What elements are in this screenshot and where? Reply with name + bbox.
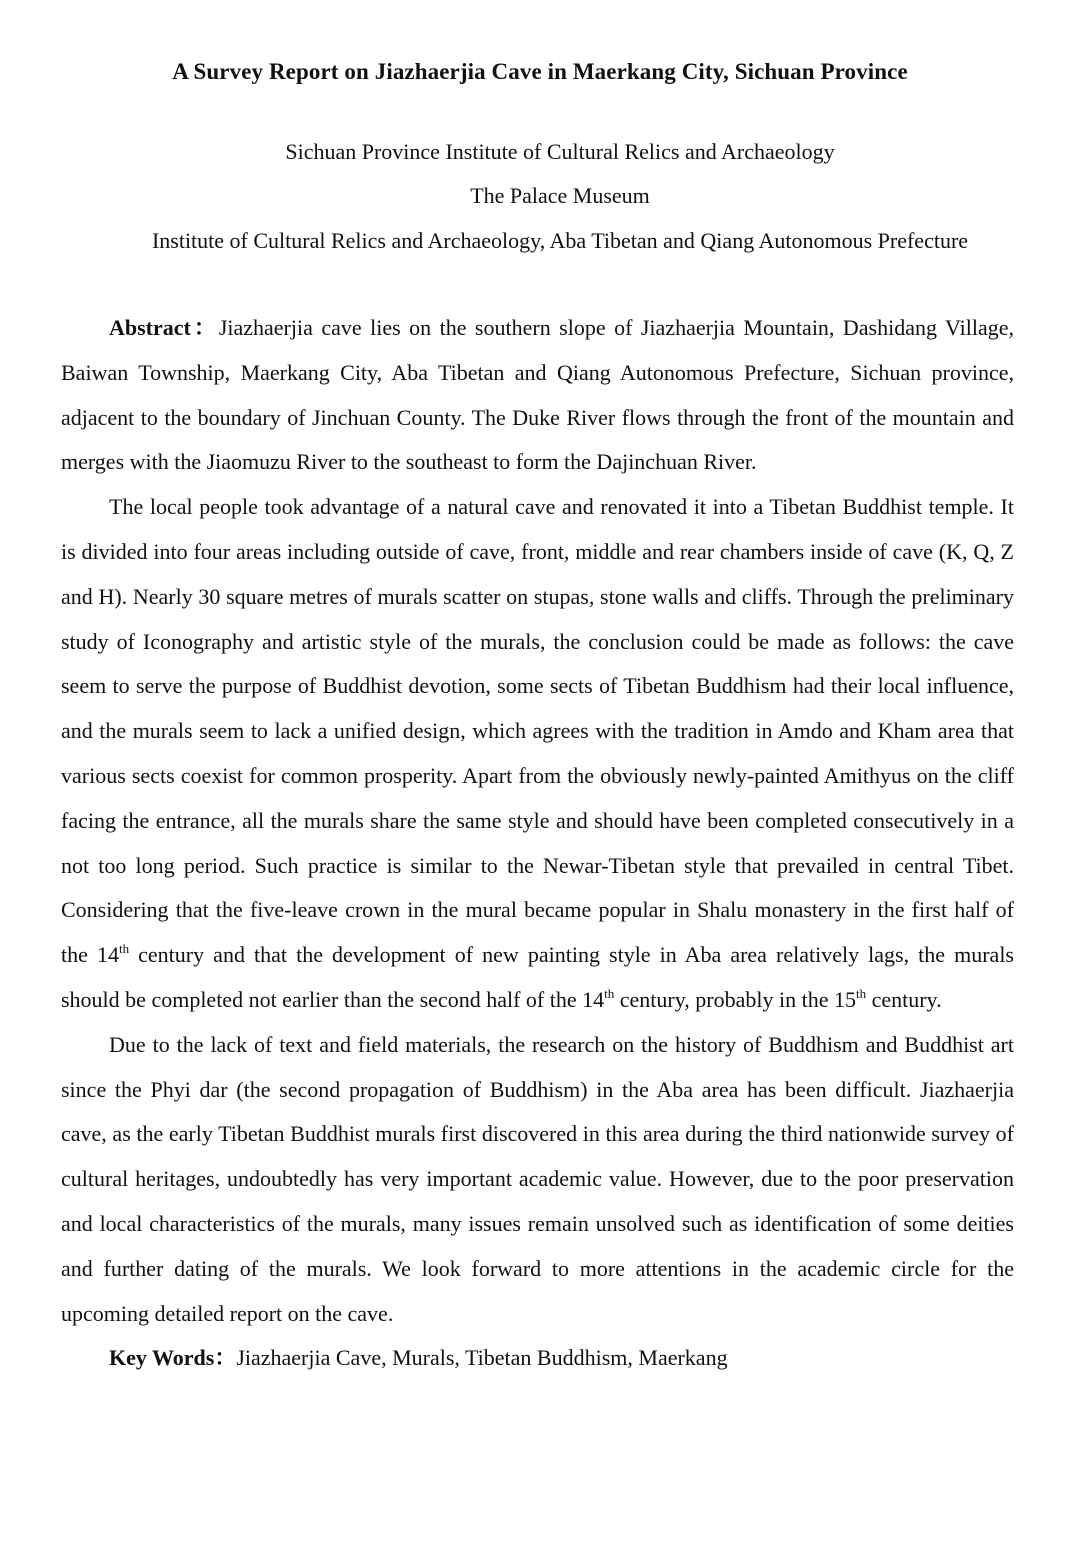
abstract-text-2c: century, probably in the 15: [614, 986, 856, 1012]
abstract-text-2a: The local people took advantage of a natural cave and renovated it into a Tibetan Buddhist temple. It is divided into four areas including outside of cave, front, middle and rear chambers inside of cave (K, Q, Z and H). Nearly 30 square metres of murals scatter on stupas, stone walls and cliffs. Through the preliminary study of Iconography and artistic style of the murals, the conclusion could be made as follows: the cave seem to serve the purpose of Buddhist devotion, some sects of Tibetan Buddhism had their local influence, and the murals seem to lack a unified design, which agrees with the tradition in Amdo and Kham area that various sects coexist for common prosperity. Apart from the obviously newly-painted Amithyus on the cliff facing the entrance, all the murals share the same style and should have been completed consecutively in a not too long period. Such practice is similar to the Newar-Tibetan style that prevailed in central Tibet. Considering that the five-leave crown in the mural became popular in Shalu monastery in the first half of the 14: [61, 494, 1014, 968]
superscript-th: th: [604, 985, 615, 1001]
abstract-paragraph-3: [61, 1023, 1014, 1337]
affiliation-aba-institute: Institute of Cultural Relics and Archaeology, Aba Tibetan and Qiang Autonomous Prefecture: [151, 228, 969, 253]
abstract-label: Abstract：: [109, 315, 219, 340]
superscript-th: th: [855, 985, 867, 1001]
abstract-section: [61, 306, 1014, 1381]
keywords-text: Jiazhaerjia Cave, Murals, Tibetan Buddhism, Maerkang: [236, 1345, 728, 1371]
abstract-text-2b: century and that the development of new painting style in Aba area relatively lags, the murals should be completed not earlier than the second half of the 14: [61, 942, 1014, 1012]
abstract-text-3: Due to the lack of text and field materials, the research on the history of Buddhism and Buddhist art since the Phyi dar (the second propagation of Buddhism) in the Aba area has been difficult. Jiazhaerjia cave, as the early Tibetan Buddhist murals first discovered in this area during the third nationwide survey of cultural heritages, undoubtedly has very important academic value. However, due to the poor preservation and local characteristics of the murals, many issues remain unsolved such as identification of some deities and further dating of the murals. We look forward to more attentions in the academic circle for the upcoming detailed report on the cave.: [61, 1031, 1014, 1326]
abstract-paragraph-2: [61, 485, 1014, 1023]
abstract-paragraph-1: [61, 306, 1014, 485]
affiliation-sichuan-institute: Sichuan Province Institute of Cultural Relics and Archaeology: [285, 139, 835, 164]
paper-page: [61, 0, 1014, 1560]
keywords-label: Key Words：: [109, 1345, 237, 1371]
abstract-text-2d: century.: [866, 986, 942, 1012]
paper-title: A Survey Report on Jiazhaerjia Cave in Maerkang City, Sichuan Province: [172, 59, 908, 84]
superscript-th: th: [118, 941, 130, 957]
affiliation-palace-museum: The Palace Museum: [470, 183, 650, 208]
abstract-text-1: Jiazhaerjia cave lies on the southern slope of Jiazhaerjia Mountain, Dashidang Village, Baiwan Township, Maerkang City, Aba Tibetan and Qiang Autonomous Prefecture, Sichuan province, adjacent to the boundary of Jinchuan County. The Duke River flows through the front of the mountain and merges with the Jiaomuzu River to the southeast to form the Dajinchuan River.: [61, 315, 1014, 475]
keywords-line: [61, 1336, 1014, 1381]
